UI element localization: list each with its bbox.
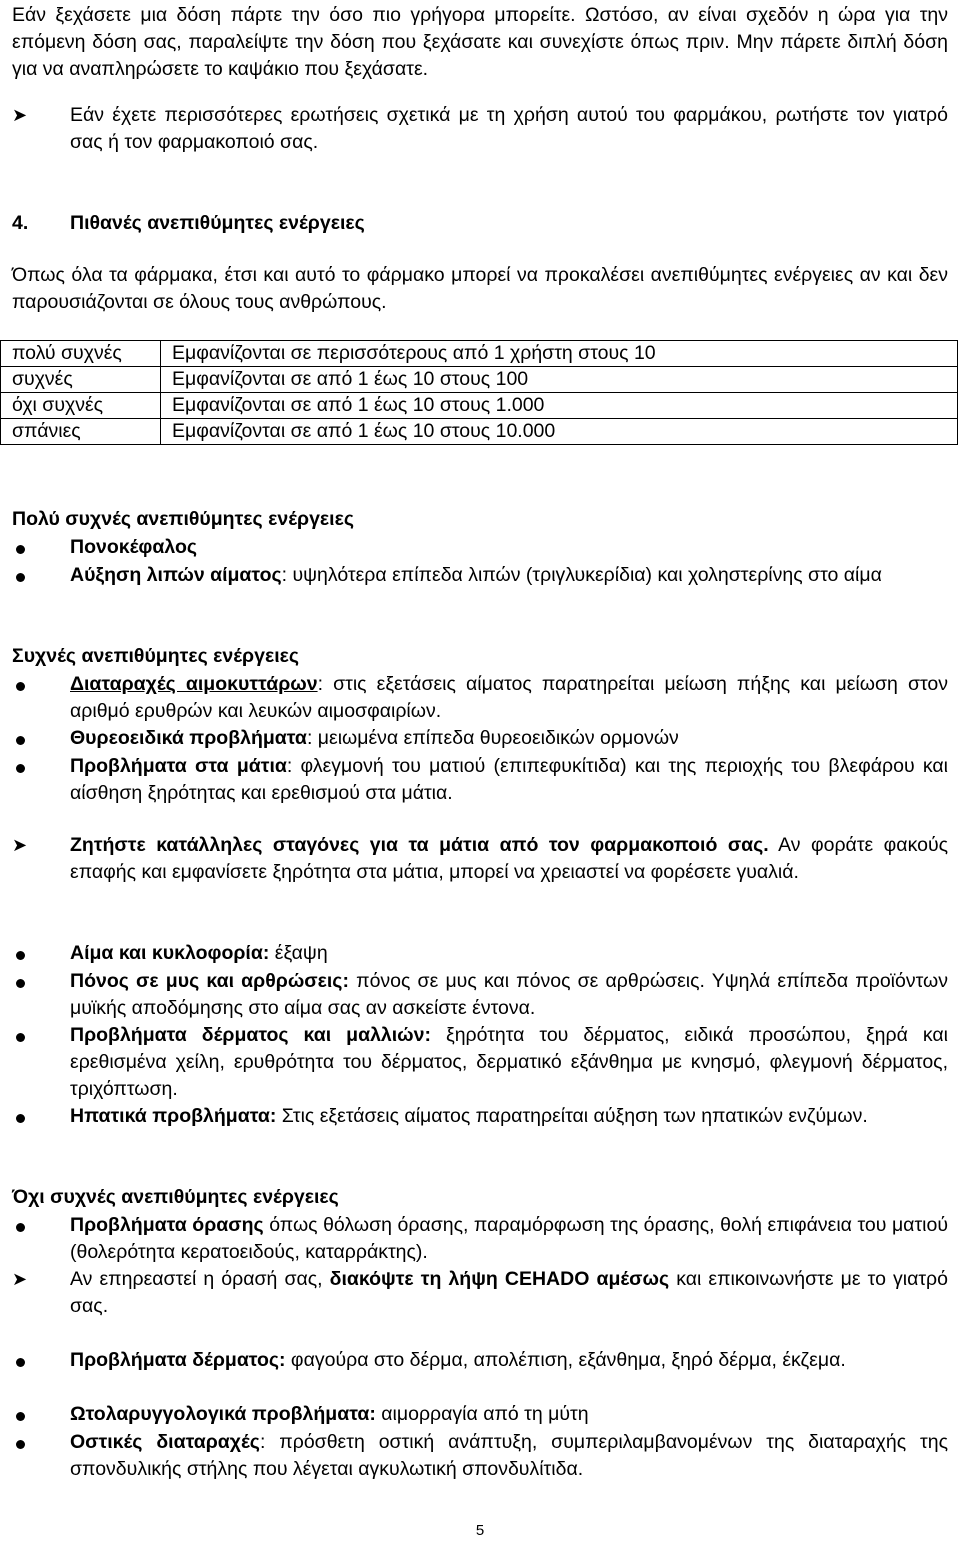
skin-problems-label: Προβλήματα δέρματος: xyxy=(70,1349,286,1371)
very-common-heading: Πολύ συχνές ανεπιθύμητες ενέργειες xyxy=(12,508,354,530)
dot-bullet-icon xyxy=(16,979,25,988)
blood-disorders-item xyxy=(70,671,948,725)
frequency-definition: Εμφανίζονται σε από 1 έως 10 στους 1.000 xyxy=(161,393,958,419)
eye-drops-item xyxy=(70,832,948,886)
stop-bold: διακόψτε τη λήψη CEHADO αμέσως xyxy=(329,1268,670,1290)
frequency-term: πολύ συχνές xyxy=(1,341,161,367)
skin-hair-item xyxy=(70,1022,948,1103)
frequency-table xyxy=(0,340,958,445)
table-row xyxy=(1,393,958,419)
bone-label: Οστικές διαταραχές xyxy=(70,1431,260,1453)
liver-item xyxy=(70,1103,948,1130)
dot-bullet-icon xyxy=(16,1412,25,1421)
stop-post: και επικοινωνήστε με το γιατρό σας. xyxy=(70,1268,948,1317)
missed-dose-paragraph: Εάν ξεχάσετε μια δόση πάρτε την όσο πιο γρήγορα μπορείτε. Ωστόσο, αν είναι σχεδόν η ώρα για την επόμενη δόση σας, παραλείψτε την δόση που ξεχάσατε και συνεχίστε όπως πριν. Μην πάρετε διπλή δόση για να αναπληρώσετε το καψάκιο που ξεχάσατε. xyxy=(12,4,948,80)
uncommon-heading: Όχι συχνές ανεπιθύμητες ενέργειες xyxy=(12,1186,339,1208)
ent-label: Ωτολαρυγγολογικά προβλήματα: xyxy=(70,1403,376,1425)
eye-drops-text: Αν φοράτε φακούς επαφής και εμφανίσετε ξηρότητα στα μάτια, μπορεί να χρειαστεί να φορέσετε γυαλιά. xyxy=(70,834,949,883)
dot-bullet-icon xyxy=(16,1033,25,1042)
eye-problems-text: : φλεγμονή του ματιού (επιπεφυκίτιδα) και της περιοχής του βλεφάρου και αίσθηση ξηρότητας και ερεθισμού στα μάτια. xyxy=(70,755,948,804)
dot-bullet-icon xyxy=(16,682,25,691)
muscle-pain-label: Πόνος σε μυς και αρθρώσεις: xyxy=(70,970,349,992)
blood-circulation-label: Αίμα και κυκλοφορία: xyxy=(70,942,270,964)
arrow-bullet-icon: ➤ xyxy=(12,835,28,855)
liver-text: Στις εξετάσεις αίματος παρατηρείται αύξηση των ηπατικών ενζύμων. xyxy=(276,1105,868,1127)
section-intro: Όπως όλα τα φάρμακα, έτσι και αυτό το φάρμακο μπορεί να προκαλέσει ανεπιθύμητες ενέργειες αν και δεν παρουσιάζονται σε όλους τους ανθρώπους. xyxy=(12,264,948,313)
ent-text: αιμορραγία από τη μύτη xyxy=(375,1403,589,1425)
section-title: Πιθανές ανεπιθύμητες ενέργειες xyxy=(70,212,365,234)
section-number: 4. xyxy=(12,212,29,234)
vision-label: Προβλήματα όρασης xyxy=(70,1214,264,1236)
dot-bullet-icon xyxy=(16,545,25,554)
eye-drops-bold: Ζητήστε κατάλληλες σταγόνες για τα μάτια από τον φαρμακοποιό σας. xyxy=(70,834,769,856)
frequency-definition: Εμφανίζονται σε περισσότερους από 1 χρήστη στους 10 xyxy=(161,341,958,367)
skin-hair-label: Προβλήματα δέρματος και μαλλιών: xyxy=(70,1024,431,1046)
frequency-term: σπάνιες xyxy=(1,419,161,445)
headache-item: Πονοκέφαλος xyxy=(70,536,198,558)
vision-item xyxy=(70,1212,948,1266)
skin-problems-item xyxy=(70,1347,948,1374)
dot-bullet-icon xyxy=(16,1223,25,1232)
page-number: 5 xyxy=(475,1522,485,1539)
dot-bullet-icon xyxy=(16,1358,25,1367)
bone-item xyxy=(70,1429,948,1483)
frequency-definition: Εμφανίζονται σε από 1 έως 10 στους 100 xyxy=(161,367,958,393)
dot-bullet-icon xyxy=(16,1440,25,1449)
table-row xyxy=(1,367,958,393)
dot-bullet-icon xyxy=(16,573,25,582)
vision-text: όπως θόλωση όρασης, παραμόρφωση της όρασης, θολή επιφάνεια του ματιού (θολερότητα κερατοειδούς, καταρράκτης). xyxy=(70,1214,948,1263)
lipids-label: Αύξηση λιπών αίματος xyxy=(70,564,282,586)
liver-label: Ηπατικά προβλήματα: xyxy=(70,1105,277,1127)
dot-bullet-icon xyxy=(16,951,25,960)
blood-circulation-text: έξαψη xyxy=(269,942,328,964)
frequency-term: όχι συχνές xyxy=(1,393,161,419)
stop-treatment-item xyxy=(70,1266,948,1320)
muscle-pain-text: πόνος σε μυς και πόνος σε αρθρώσεις. Υψηλά επίπεδα προϊόντων μυϊκής αποδόμησης στο αίμα σας αν ασκείστε έντονα. xyxy=(70,970,949,1019)
common-heading: Συχνές ανεπιθύμητες ενέργειες xyxy=(12,645,300,667)
questions-paragraph: Εάν έχετε περισσότερες ερωτήσεις σχετικά με τη χρήση αυτού του φαρμάκου, ρωτήστε τον γιατρό σας ή τον φαρμακοποιό σας. xyxy=(70,104,948,153)
arrow-bullet-icon: ➤ xyxy=(12,105,28,125)
table-row xyxy=(1,341,958,367)
skin-hair-text: ξηρότητα του δέρματος, ειδικά προσώπου, ξηρά και ερεθισμένα χείλη, ερυθρότητα του δέρματος, δερματικό εξάνθημα με κνησμό, φλεγμονή δέρματος, τριχόπτωση. xyxy=(70,1024,948,1100)
dot-bullet-icon xyxy=(16,764,25,773)
lipids-item xyxy=(70,562,948,589)
eye-problems-item xyxy=(70,753,948,807)
thyroid-text: : μειωμένα επίπεδα θυρεοειδικών ορμονών xyxy=(306,727,679,749)
stop-pre: Αν επηρεαστεί η όρασή σας, xyxy=(70,1268,330,1290)
ent-item xyxy=(70,1401,948,1428)
lipids-text: : υψηλότερα επίπεδα λιπών (τριγλυκερίδια) και χοληστερίνης στο αίμα xyxy=(281,564,882,586)
blood-disorders-text: : στις εξετάσεις αίματος παρατηρείται μείωση πήξης και μείωση στον αριθμό ερυθρών και λευκών αιμοσφαιρίων. xyxy=(70,673,948,722)
bone-text: : πρόσθετη οστική ανάπτυξη, συμπεριλαμβανομένων της διαταραχής της σπονδυλικής στήλης που λέγεται αγκυλωτική σπονδυλίτιδα. xyxy=(70,1431,948,1480)
arrow-bullet-icon: ➤ xyxy=(12,1269,28,1289)
skin-problems-text: φαγούρα στο δέρμα, απολέπιση, εξάνθημα, ξηρό δέρμα, έκζεμα. xyxy=(285,1349,846,1371)
frequency-term: συχνές xyxy=(1,367,161,393)
dot-bullet-icon xyxy=(16,1114,25,1123)
thyroid-item xyxy=(70,725,948,752)
blood-circulation-item xyxy=(70,940,948,967)
thyroid-label: Θυρεοειδικά προβλήματα xyxy=(70,727,307,749)
eye-problems-label: Προβλήματα στα μάτια xyxy=(70,755,287,777)
muscle-pain-item xyxy=(70,968,948,1022)
dot-bullet-icon xyxy=(16,736,25,745)
blood-disorders-label: Διαταραχές αιμοκυττάρων xyxy=(70,673,318,695)
frequency-definition: Εμφανίζονται σε από 1 έως 10 στους 10.000 xyxy=(161,419,958,445)
table-row xyxy=(1,419,958,445)
